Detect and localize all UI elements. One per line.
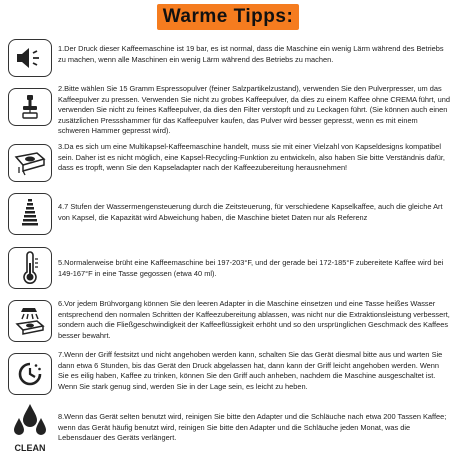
thermometer-icon (8, 247, 52, 289)
tip-item-8 (0, 402, 456, 456)
capsule-adapter-icon (8, 144, 52, 182)
tip-item-7 (0, 348, 456, 400)
tip-item-2 (0, 82, 456, 138)
tip-item-6 (0, 296, 456, 346)
tips-list (0, 36, 456, 456)
coffee-tamper-icon (8, 88, 52, 126)
clean-label: CLEAN (14, 443, 46, 453)
tip-item-4 (0, 188, 456, 240)
tip-text: 3.Da es sich um eine Multikapsel-Kaffeemaschine handelt, muss sie mit einer Vielzahl von Kapseldesigns kompatibel sein. Daher ist es nicht möglich, eine Kapsel-Recycling-Funktion zu entwickeln, also haben Sie bitte Verständnis dafür, dass es tropft, wenn Sie den Kapseladapter nach der Kaffeezubereitung herausnehmen! (58, 142, 445, 173)
tip-item-3 (0, 140, 456, 186)
clock-icon (8, 353, 52, 395)
rinse-adapter-icon (8, 300, 52, 342)
tip-item-5 (0, 242, 456, 294)
tip-text: 2.Bitte wählen Sie 15 Gramm Espressopulver (feiner Salzpartikelzustand), verwenden Sie den Pulverpresser, um das Kaffeepulver zu pressen. Verwenden Sie nicht zu grobes Kaffeepulver, da dies zu einem Kaffee ohne CREMA führt, und verwenden Sie nicht zu feines Kaffeepulver, da dies den Filter verstopft und zu Leckagen führt. (Sie können auch einen zusätzlichen Pressshammer für das Kaffeepulver kaufen, das Pulver wird besser gepresst, wenn es mit einem schweren Hammer gepresst wird). (58, 84, 450, 136)
water-level-icon (8, 193, 52, 235)
page-title: Warme Tipps: (157, 4, 299, 30)
header (0, 0, 456, 36)
tip-text: 6.Vor jedem Brühvorgang können Sie den leeren Adapter in die Maschine einsetzen und eine Tasse heißes Wasser entsprechend den normalen Schritten der Kaffeezubereitung ablassen, was nicht nur die Extraktionsleistung verbessert, sondern auch die Fließgeschwindigkeit der Kaffeeflüssigkeit erhöht und so den ursprünglichen Geschmack des Kaffees besser bewahrt. (58, 299, 450, 340)
tip-text: 7.Wenn der Griff festsitzt und nicht angehoben werden kann, schalten Sie das Gerät diesmal bitte aus und warten Sie dann etwa 6 Stunden, bis das Gerät den Druck abgelassen hat, dann kann der Griff leicht angehoben werden. Wenn Sie es eilig haben, Kaffee zu trinken, können Sie den Griff auch anheben, nachdem die Maschine ausgeschaltet ist. Wenn Sie stark genug sind, werden Sie in der Lage sein, es leicht zu heben. (58, 350, 443, 391)
tip-text: 8.Wenn das Gerät selten benutzt wird, reinigen Sie bitte den Adapter und die Schläuche nach etwa 200 Tassen Kaffee; wenn das Gerät häufig benutzt wird, reinigen Sie bitte den Adapter und die Schläuche jeden Monat, was die Lebensdauer des Geräts verlängert. (58, 412, 447, 443)
tip-item-1 (0, 36, 456, 80)
tip-text: 1.Der Druck dieser Kaffeemaschine ist 19 bar, es ist normal, dass die Maschine ein wenig Lärm während des Betriebs zu machen, wenn alle Maschinen ein wenig Lärm während des Betriebs zu machen. (58, 44, 444, 64)
tip-text: 4.7 Stufen der Wassermengensteuerung durch die Zeitsteuerung, für verschiedene Kapselkaffee, auch die gleiche Art von Kapsel, die Kapazität wird Abweichung haben, die Maschine bietet Daten nur als Referenz (58, 202, 443, 222)
clean-drops-icon (8, 402, 52, 454)
tip-text: 5.Normalerweise brüht eine Kaffeemaschine bei 197-203°F, und der gerade bei 172-185°F zubereitete Kaffee wird bei 149-167°F in eine Tasse gegossen (etwa 40 ml). (58, 258, 444, 278)
speaker-sound-icon (8, 39, 52, 77)
